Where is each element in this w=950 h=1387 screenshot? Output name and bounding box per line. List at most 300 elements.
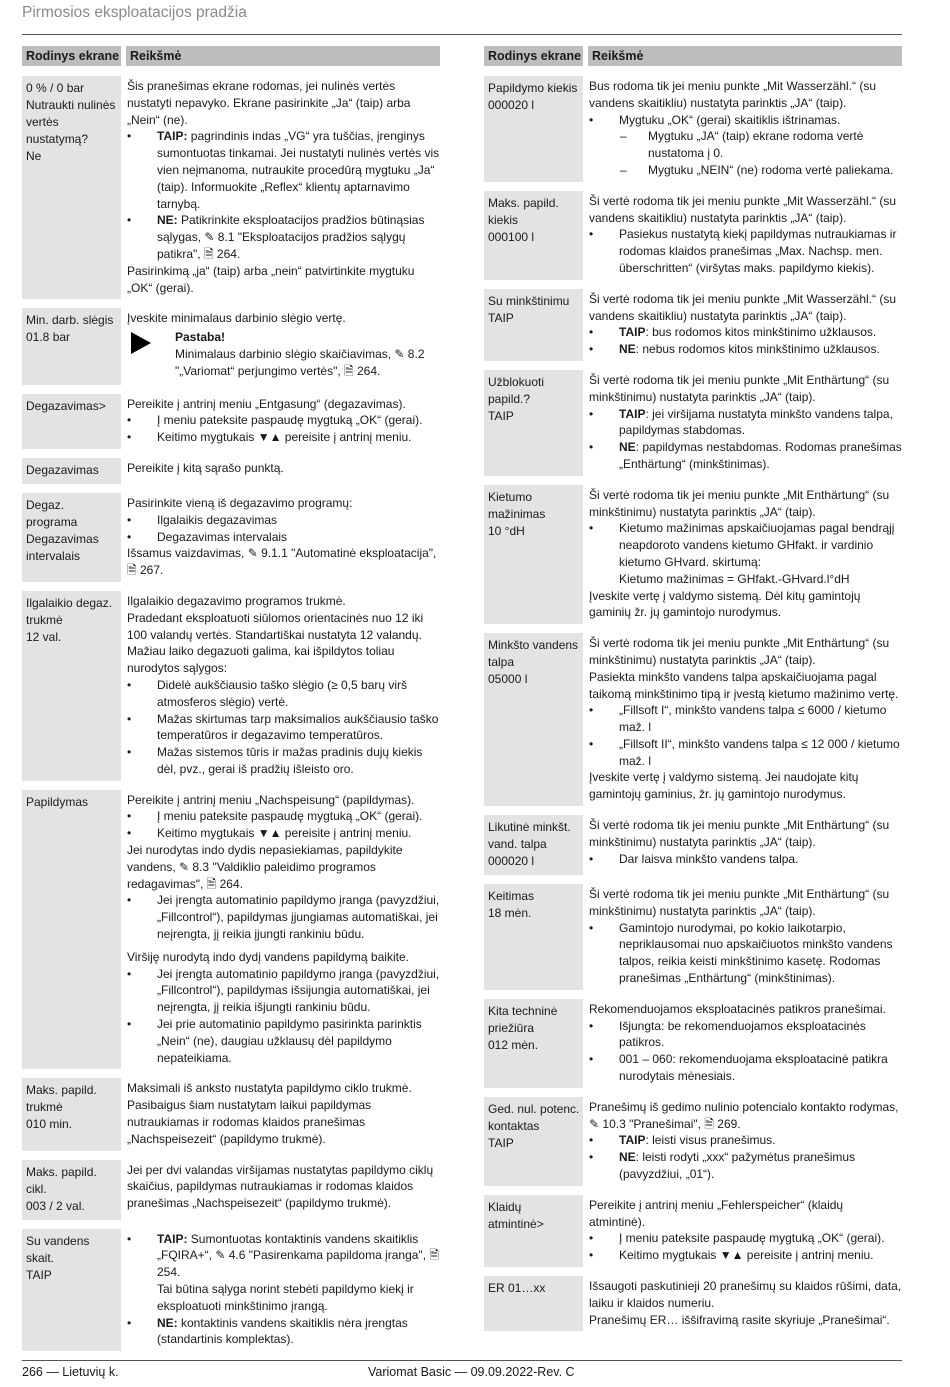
table-header [22, 46, 440, 66]
paragraph: Pradedant eksploatuoti siūlomos orientacinės nuo 12 iki 100 valandų vertės. Standartiškai nustatyta 12 valandų. [127, 610, 424, 642]
bullet-marker: • [589, 1150, 594, 1165]
bullet-item [127, 744, 440, 778]
meaning-cell [588, 289, 902, 361]
bullet-text [157, 1315, 440, 1349]
display-cell [484, 289, 583, 361]
bullet-marker: • [127, 430, 132, 445]
bullet-label: NE [619, 1150, 636, 1165]
dash-item [589, 128, 902, 162]
bullet-item [127, 677, 440, 711]
meaning-cell [588, 815, 902, 875]
meaning-cell [588, 370, 902, 476]
display-cell [22, 591, 121, 781]
display-text: ER 01…xx [488, 1281, 546, 1296]
display-text: Keitimas [488, 889, 535, 904]
paragraph: Pranešimų ER… iššifravimą rasite skyriuje „Pranešimai“. [589, 1312, 890, 1327]
display-text: Maks. papild. cikl. [26, 1164, 97, 1196]
display-cell [484, 999, 583, 1088]
table-row [484, 815, 902, 875]
table-row [484, 884, 902, 990]
bullet-marker: • [589, 112, 594, 127]
bullet-body: Jei prie automatinio papildymo pasirinkta parinktis „Nein“ (ne), daugiau užklausų dėl papildymo nepateikiama. [157, 1017, 422, 1065]
bullet-text [157, 529, 440, 546]
bullet-label: TAIP: [157, 1231, 188, 1246]
bullet-item [127, 808, 440, 825]
table-row [484, 191, 902, 280]
bullet-text [157, 212, 440, 262]
display-cell [484, 370, 583, 476]
paragraph: Išsaugoti paskutinieji 20 pranešimų su klaidos rūšimi, data, laiku ir klaidos numeriu. [589, 1279, 902, 1310]
table-row [22, 76, 440, 299]
bullet-label: TAIP [619, 325, 646, 340]
bullet-text [619, 341, 902, 358]
display-text: Maks. papild. trukmė [26, 1083, 97, 1115]
paragraph: Įveskite minimalaus darbinio slėgio vertę. [127, 311, 346, 326]
display-text: Likutinė minkšt. vand. talpa [488, 820, 571, 852]
bullet-item [127, 412, 440, 429]
bullet-body: : jei viršijama nustatyta minkšto vandens talpa, papildymas stabdomas. [619, 406, 893, 438]
table-row [22, 1229, 440, 1352]
paragraph: Ši vertė rodoma tik jei meniu punkte „Mit Enthärtung“ (su minkštinimu) nustatyta parinktis „JA“ (taip). [589, 372, 890, 404]
column-header-meaning: Reikšmė [126, 46, 440, 66]
display-cell [484, 1195, 583, 1267]
bullet-item [589, 1018, 902, 1052]
display-cell [22, 1229, 121, 1352]
bullet-text [619, 112, 902, 129]
bullet-body: Sumontuotas kontaktinis vandens skaitiklis „FQIRA+“, ✎ 4.6 "Pasirenkama papildoma įranga", 🗎 254. [157, 1231, 440, 1280]
bullet-text [157, 1231, 440, 1281]
bullet-marker: • [589, 325, 594, 340]
bullet-item [127, 711, 440, 745]
paragraph: Ši vertė rodoma tik jei meniu punkte „Mit Enthärtung“ (su minkštinimu) nustatyta parinktis „JA“ (taip). [589, 636, 890, 667]
paragraph: Tai būtina sąlyga norint stebėti papildymo kiekį ir eksploatuoti minkštinimo įrangą. [157, 1282, 414, 1313]
bullet-body: Į meniu pateksite paspaudę mygtuką „OK“ (gerai). [157, 413, 423, 428]
display-text: Degazavimas [26, 462, 99, 477]
bullet-marker: • [589, 1248, 594, 1263]
bullet-marker: • [589, 1018, 594, 1033]
display-cell [484, 1276, 583, 1331]
paragraph: Įveskite vertę į valdymo sistemą. Jei naudojate kitų gamintojų gaminius, žr. jų gamintojo nurodymus. [589, 770, 859, 802]
table-row [22, 458, 440, 484]
display-text: 10 °dH [488, 523, 525, 538]
bullet-text [157, 966, 440, 1016]
bullet-marker: • [589, 920, 594, 935]
display-text: 18 mėn. [488, 906, 532, 921]
bullet-marker: • [127, 529, 132, 544]
note-content [175, 329, 440, 379]
display-text: 0 % / 0 bar [26, 81, 85, 95]
display-text: Degazavimas intervalais [26, 531, 99, 563]
bullet-text [157, 512, 440, 529]
display-text: 000020 l [488, 98, 535, 112]
display-text: Su minkštinimu [488, 293, 570, 308]
display-text: Kita techninė priežiūra [488, 1003, 558, 1035]
paragraph: Ilgalaikio degazavimo programos trukmė. [127, 593, 346, 608]
display-text: Degaz. programa [26, 497, 78, 529]
paragraph: Jei nurodytas indo dydis nepasiekiamas, papildykite vandens, ✎ 8.3 "Valdiklio paleidimo programos redagavimas", 🗎 264. [127, 843, 403, 891]
paragraph: Bus rodoma tik jei meniu punkte „Mit Wasserzähl.“ (su vandens skaitikliu) nustatyta parinktis „JA“ (taip). [589, 79, 876, 110]
paragraph: Ši vertė rodoma tik jei meniu punkte „Mit Wasserzähl.“ (su vandens skaitikliu) nustatyta parinktis „JA“ (taip). [589, 291, 896, 323]
display-text: Ne [26, 149, 42, 163]
bullet-body: Ilgalaikis degazavimas [157, 512, 278, 527]
bullet-marker: • [589, 703, 594, 718]
display-cell [22, 1078, 121, 1150]
bullet-body: Mažas skirtumas tarp maksimalios aukščiausio taško temperatūros ir degazavimo temperatūros. [157, 711, 439, 743]
bullet-body: Jei įrengta automatinio papildymo įranga (pavyzdžiui, „Fillcontrol“), papildymas išsijungia automatiškai, jei neįrengta, jį reikia išjungti rankiniu būdu. [157, 966, 440, 1015]
display-text: 05000 l [488, 672, 528, 687]
bullet-text [157, 744, 440, 778]
bullet-item [127, 212, 440, 262]
display-text: Minkšto vandens talpa [488, 638, 579, 670]
paragraph: Ši vertė rodoma tik jei meniu punkte „Mit Enthärtung“ (su minkštinimu) nustatyta parinktis „JA“ (taip). [589, 887, 890, 918]
display-text: 012 mėn. [488, 1037, 539, 1052]
bullet-body: Išjungta: be rekomenduojamos eksploatacinės patikros. [619, 1018, 866, 1050]
bullet-body: : leisti visus pranešimus. [645, 1133, 776, 1148]
bullet-item [127, 825, 440, 842]
bullet-text [157, 128, 440, 212]
paragraph: Pereikite į kitą sąrašo punktą. [127, 460, 284, 475]
bullet-marker: • [589, 1052, 594, 1067]
display-cell [484, 815, 583, 875]
display-cell [484, 191, 583, 280]
bullet-body: Į meniu pateksite paspaudę mygtuką „OK“ (gerai). [619, 1231, 885, 1246]
dash-text: Mygtuku „NEIN“ (ne) rodoma vertė paliekama. [648, 162, 894, 177]
bullet-text [619, 1149, 902, 1183]
bullet-body: Patikrinkite eksploatacijos pradžios būtinąsias sąlygas, ✎ 8.1 "Eksploatacijos pradžios sąlygų patikra", 🗎 264. [157, 213, 425, 261]
bullet-text [157, 825, 440, 842]
bullet-item [127, 1315, 440, 1349]
bullet-item [589, 520, 902, 570]
dash-text: Mygtuku „JA“ (taip) ekrane rodoma vertė nustatoma į 0. [648, 129, 864, 161]
bullet-marker: • [127, 677, 132, 692]
display-text: TAIP [488, 408, 514, 423]
table-row [484, 289, 902, 361]
bullet-body: Keitimo mygtukais ▼▲ pereisite į antrinį meniu. [619, 1248, 874, 1263]
bullet-body: 001 – 060: rekomenduojama eksploatacinė patikra nurodytais mėnesiais. [619, 1052, 888, 1084]
bullet-text [619, 406, 902, 440]
display-text: Ged. nul. potenc. kontaktas [488, 1101, 580, 1133]
meaning-cell [126, 308, 440, 384]
bullet-body: Mažas sistemos tūris ir mažas pradinis dujų kiekis dėl, pvz., gerai iš pradžių išleisto oro. [157, 745, 423, 776]
column-header-meaning: Reikšmė [588, 46, 902, 66]
note-text: Minimalaus darbinio slėgio skaičiavimas, ✎ 8.2 "„Variomat“ perjungimo vertės", 🗎 264. [175, 346, 425, 378]
bullet-item [127, 512, 440, 529]
display-cell [484, 485, 583, 624]
table-row [22, 1078, 440, 1150]
column-header-display: Rodinys ekrane [484, 46, 583, 66]
table-row [22, 1160, 440, 1220]
bullet-marker: • [589, 851, 594, 866]
display-text: 000020 l [488, 854, 535, 869]
note-arrow-icon [131, 332, 151, 354]
bullet-item [589, 1132, 902, 1149]
meaning-cell [126, 1160, 440, 1220]
table-row [484, 999, 902, 1088]
bullet-text [619, 1051, 902, 1085]
bullet-item [589, 920, 902, 987]
table-row [484, 1276, 902, 1331]
meaning-cell [588, 1097, 902, 1186]
bullet-item [589, 341, 902, 358]
bullet-text [157, 808, 440, 825]
bullet-marker: • [127, 893, 132, 908]
bullet-body: „Fillsoft I“, minkšto vandens talpa ≤ 6000 / kietumo maž. l [619, 703, 887, 735]
bullet-body: kontaktinis vandens skaitiklis nėra įrengtas (standartinis komplektas). [157, 1315, 408, 1347]
paragraph: Rekomenduojamos eksploatacinės patikros pranešimai. [589, 1001, 886, 1016]
bullet-body: pagrindinis indas „VG“ yra tuščias, įrenginys sumontuotas tinkamai. Jei nustatyti nulinės vertės vis vien neįmanoma, nutraukite procedūrą mygtuku „Ja“ (taip). Informuokite „Reflex“ klientų aptarnavimo tarnybą. [157, 129, 440, 211]
bullet-marker: • [589, 1133, 594, 1148]
bullet-item [127, 892, 440, 942]
table-row [22, 790, 440, 1070]
meaning-cell [588, 999, 902, 1088]
bullet-text [619, 1018, 902, 1052]
bullet-item [589, 226, 902, 276]
header-divider [22, 34, 902, 35]
meaning-cell [126, 458, 440, 484]
bullet-marker: • [127, 413, 132, 428]
paragraph: Pranešimų iš gedimo nulinio potencialo kontakto rodymas, ✎ 10.3 "Pranešimai", 🗎 269. [589, 1099, 899, 1131]
bullet-body: Pasiekus nustatytą kiekį papildymas nutraukiamas ir rodomas klaidos pranešimas „Max. Nachsp. men. überschritten“ (viršytas maks. papildymo kiekis). [619, 227, 897, 275]
display-cell [22, 790, 121, 1070]
display-cell [484, 76, 583, 182]
display-cell [484, 884, 583, 990]
display-text: Min. darb. slėgis [26, 313, 114, 328]
bullet-text [619, 736, 902, 770]
paragraph: Ši vertė rodoma tik jei meniu punkte „Mit Enthärtung“ (su minkštinimu) nustatyta parinktis „JA“ (taip). [589, 487, 890, 519]
note-heading: Pastaba! [175, 330, 226, 345]
display-text: Papildymas [26, 794, 89, 809]
bullet-text [619, 1230, 902, 1247]
meaning-cell [126, 493, 440, 582]
bullet-body: Kietumo mažinimas apskaičiuojamas pagal bendrąjį neapdoroto vandens kietumo GHfakt. ir vardinio kietumo GHvard. skirtumą: [619, 521, 895, 569]
display-text: 010 min. [26, 1117, 73, 1132]
bullet-label: TAIP [619, 406, 646, 421]
table-row [484, 1195, 902, 1267]
dash-marker: – [620, 162, 627, 177]
display-cell [484, 633, 583, 806]
bullet-item [589, 406, 902, 440]
bullet-item [127, 529, 440, 546]
bullet-item [589, 1149, 902, 1183]
bullet-marker: • [127, 1231, 132, 1246]
bullet-item [589, 1051, 902, 1085]
bullet-marker: • [589, 736, 594, 751]
bullet-text [619, 439, 902, 473]
bullet-text [157, 711, 440, 745]
bullet-item [589, 1230, 902, 1247]
bullet-marker: • [589, 521, 594, 536]
note-block [127, 329, 440, 379]
bullet-marker: • [589, 406, 594, 421]
paragraph: Kietumo mažinimas = GHfakt.-GHvard.l°dH [619, 571, 850, 586]
display-cell [22, 394, 121, 449]
display-text: Su vandens skait. [26, 1233, 90, 1265]
bullet-body: : leisti rodyti „xxx“ pažymėtus pranešimus (pavyzdžiui, „01“). [619, 1150, 856, 1182]
paragraph: Jei per dvi valandas viršijamas nustatytas papildymo ciklų skaičius, papildymas nutraukiamas ir rodomas klaidos pranešimas „Nachspeisezeit“ (papildymo trukmė). [127, 1162, 434, 1211]
paragraph: Viršiję nurodytą indo dydį vandens papildymą baikite. [127, 949, 409, 964]
bullet-item [589, 1247, 902, 1264]
display-text: TAIP [26, 1267, 52, 1282]
bullet-body: : papildymas nestabdomas. Rodomas pranešimas „Enthärtung“ (minkštinimas). [619, 440, 902, 471]
paragraph: Pereikite į antrinį meniu „Entgasung“ (degazavimas). [127, 396, 406, 411]
display-text: Nutraukti nulinės vertės nustatymą? [26, 98, 116, 146]
bullet-text [157, 892, 440, 942]
footer-page-language: 266 — Lietuvių k. [22, 1365, 119, 1379]
display-text: 000100 l [488, 229, 535, 244]
paragraph: Ši vertė rodoma tik jei meniu punkte „Mit Enthärtung“ (su minkštinimu) nustatyta parinktis „JA“ (taip). [589, 818, 890, 849]
paragraph: Mažiau laiko degazuoti galima, kai išpildytos toliau nurodytos sąlygos: [127, 644, 395, 676]
meaning-cell [588, 1276, 902, 1331]
display-text: 01.8 bar [26, 330, 71, 345]
display-cell [22, 458, 121, 484]
bullet-marker: • [127, 1315, 132, 1330]
dash-marker: – [620, 129, 627, 144]
bullet-item [127, 1016, 440, 1066]
meaning-cell [588, 191, 902, 280]
bullet-text [157, 429, 440, 446]
meaning-cell [588, 76, 902, 182]
meaning-cell [126, 394, 440, 449]
paragraph: Maksimali iš anksto nustatyta papildymo ciklo trukmė. Pasibaigus šiam nustatytam laikui papildymas nutraukiamas ir rodomas klaidos pranešimas „Nachspeisezeit“ (papildymo trukmė). [127, 1081, 412, 1146]
display-text: Ilgalaikio degaz. trukmė [26, 595, 113, 627]
bullet-marker: • [589, 440, 594, 455]
right-table [484, 46, 902, 1340]
table-row [22, 591, 440, 781]
bullet-marker: • [127, 129, 132, 144]
page-header-title: Pirmosios eksploatacijos pradžia [22, 4, 247, 21]
bullet-marker: • [589, 342, 594, 357]
paragraph: Ši vertė rodoma tik jei meniu punkte „Mit Wasserzähl.“ (su vandens skaitikliu) nustatyta parinktis „JA“ (taip). [589, 193, 896, 225]
bullet-item [127, 128, 440, 212]
column-header-display: Rodinys ekrane [22, 46, 121, 66]
bullet-item [589, 702, 902, 736]
bullet-text [619, 702, 902, 736]
meaning-cell [126, 1229, 440, 1352]
bullet-body: : bus rodomos kitos minkštinimo užklausos. [645, 325, 877, 340]
bullet-text [619, 520, 902, 570]
meaning-cell [588, 884, 902, 990]
table-row [484, 1097, 902, 1186]
paragraph: Išsamus vaizdavimas, ✎ 9.1.1 "Automatinė eksploatacija", 🗎 267. [127, 546, 437, 578]
display-text: 003 / 2 val. [26, 1198, 85, 1213]
display-text: Maks. papild. kiekis [488, 195, 559, 227]
display-text: Užblokuoti papild.? [488, 374, 545, 406]
display-text: TAIP [488, 1135, 514, 1150]
bullet-body: Keitimo mygtukais ▼▲ pereisite į antrinį meniu. [157, 826, 412, 841]
bullet-text [619, 226, 902, 276]
bullet-marker: • [127, 809, 132, 824]
bullet-body: „Fillsoft II“, minkšto vandens talpa ≤ 12 000 / kietumo maž. l [619, 736, 900, 768]
bullet-text [619, 920, 902, 987]
meaning-cell [126, 790, 440, 1070]
meaning-cell [588, 485, 902, 624]
meaning-cell [126, 1078, 440, 1150]
bullet-marker: • [127, 826, 132, 841]
bullet-label: NE: [157, 213, 178, 228]
meaning-cell [126, 591, 440, 781]
bullet-label: TAIP [619, 1133, 646, 1148]
footer-document-revision: Variomat Basic — 09.09.2022-Rev. C [368, 1365, 575, 1379]
display-text: 12 val. [26, 629, 62, 644]
table-header [484, 46, 902, 66]
meaning-cell [588, 1195, 902, 1267]
left-table [22, 46, 440, 1360]
bullet-item [589, 324, 902, 341]
bullet-body: Į meniu pateksite paspaudę mygtuką „OK“ (gerai). [157, 809, 423, 824]
bullet-item [127, 966, 440, 1016]
dash-item [589, 162, 902, 179]
table-row [484, 485, 902, 624]
bullet-body: Mygtuku „OK“ (gerai) skaitiklis ištrinamas. [619, 112, 841, 127]
paragraph: Pasirinkimą „ja“ (taip) arba „nein“ patvirtinkite mygtuku „OK“ (gerai). [127, 263, 415, 295]
bullet-text [619, 1247, 902, 1264]
display-text: Klaidų atmintinė> [488, 1199, 544, 1231]
bullet-marker: • [127, 1017, 132, 1032]
display-cell [22, 76, 121, 299]
bullet-marker: • [589, 1231, 594, 1246]
bullet-marker: • [127, 213, 132, 228]
meaning-cell [588, 633, 902, 806]
meaning-cell [126, 76, 440, 299]
bullet-item [589, 112, 902, 129]
bullet-item [589, 851, 902, 868]
bullet-item [589, 736, 902, 770]
bullet-marker: • [127, 512, 132, 527]
paragraph: Pasiekta minkšto vandens talpa apskaičiuojama pagal taikomą minkštinimo tipą ir įvestą kietumo mažinimo vertę. [589, 669, 899, 701]
bullet-marker: • [127, 966, 132, 981]
bullet-body: Degazavimas intervalais [157, 529, 288, 544]
bullet-label: NE: [157, 1315, 178, 1330]
bullet-body: Gamintojo nurodymai, po kokio laikotarpio, nepriklausomai nuo apskaičiuotos minkšto vandens talpos, reikia keisti minkštinimo kasetę. Rodomas pranešimas „Enthärtung“ (minkštinimas). [619, 920, 893, 986]
bullet-text [157, 412, 440, 429]
paragraph: Šis pranešimas ekrane rodomas, jei nulinės vertės nustatyti nepavyko. Ekrane pasirinkite „Ja“ (taip) arba „Nein“ (ne). [127, 79, 411, 127]
bullet-item [127, 429, 440, 446]
table-row [484, 76, 902, 182]
bullet-body: Jei įrengta automatinio papildymo įranga (pavyzdžiui, „Fillcontrol“), papildymas įjungiamas automatiškai, jei neįrengta, jį reikia įjungti rankiniu būdu. [157, 893, 440, 942]
display-cell [22, 1160, 121, 1220]
bullet-marker: • [127, 711, 132, 726]
display-text: Papildymo kiekis [488, 81, 578, 95]
display-cell [22, 308, 121, 384]
bullet-label: TAIP: [157, 129, 188, 144]
bullet-text [619, 324, 902, 341]
paragraph: Pereikite į antrinį meniu „Nachspeisung“ (papildymas). [127, 792, 415, 807]
bullet-item [589, 439, 902, 473]
bullet-body: Keitimo mygtukais ▼▲ pereisite į antrinį meniu. [157, 430, 412, 445]
bullet-marker: • [127, 745, 132, 760]
table-row [22, 394, 440, 449]
bullet-body: Dar laisva minkšto vandens talpa. [619, 851, 799, 866]
display-text: Kietumo mažinimas [488, 489, 546, 521]
table-row [484, 370, 902, 476]
bullet-label: NE [619, 440, 636, 455]
footer-divider [22, 1360, 902, 1361]
table-row [22, 493, 440, 582]
bullet-body: Didelė aukščiausio taško slėgio (≥ 0,5 barų virš atmosferos slėgio) vertė. [157, 677, 408, 709]
display-cell [22, 493, 121, 582]
bullet-text [619, 1132, 902, 1149]
bullet-label: NE [619, 342, 636, 357]
bullet-text [619, 851, 902, 868]
bullet-item [127, 1231, 440, 1281]
paragraph: Įveskite vertę į valdymo sistemą. Dėl kitų gamintojų gaminių žr. jų gamintojo nurodymus. [589, 588, 861, 620]
bullet-marker: • [589, 227, 594, 242]
bullet-body: : nebus rodomos kitos minkštinimo užklausos. [635, 342, 880, 357]
display-text: Degazavimas> [26, 398, 106, 413]
table-row [22, 308, 440, 384]
display-text: TAIP [488, 310, 514, 325]
paragraph: Pasirinkite vieną iš degazavimo programų: [127, 495, 353, 510]
